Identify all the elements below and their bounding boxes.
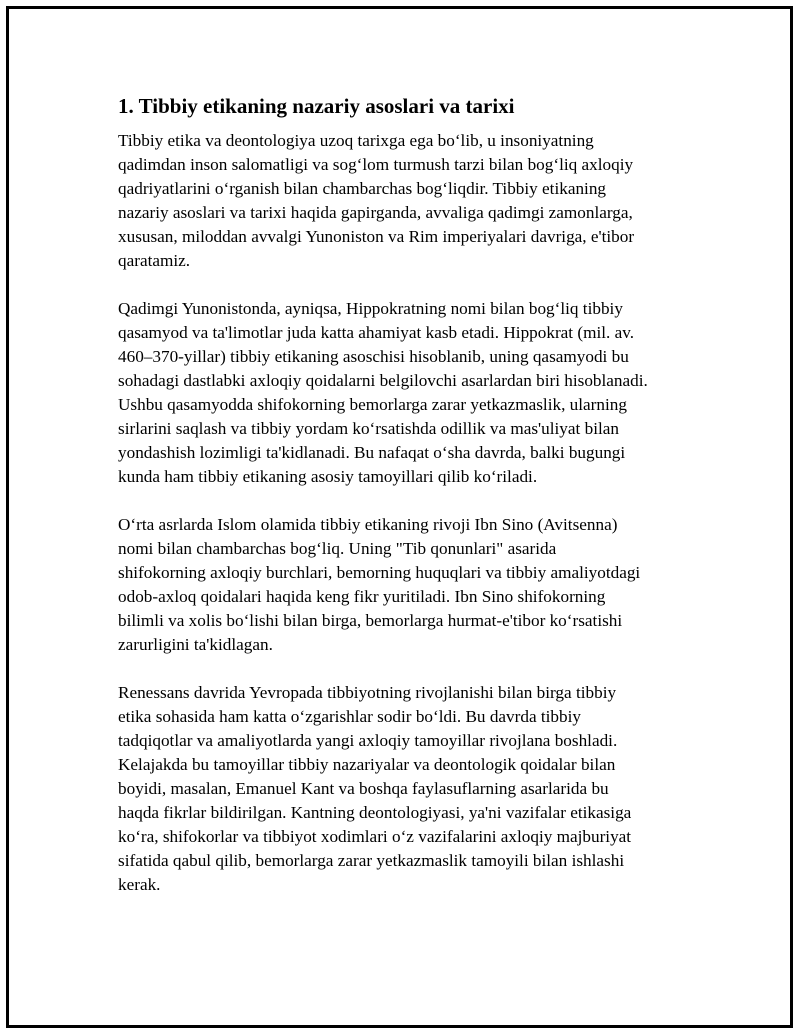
text-line: boyidi, masalan, Emanuel Kant va boshqa faylasuflarning asarlarida bu [118, 779, 609, 798]
text-line: yondashish lozimligi ta'kidlanadi. Bu nafaqat o‘sha davrda, balki bugungi [118, 443, 626, 462]
text-line: nazariy asoslari va tarixi haqida gapirganda, avvaliga qadimgi zamonlarga, [118, 203, 633, 222]
text-line: odob-axloq qoidalari haqida keng fikr yuritiladi. Ibn Sino shifokorning [118, 587, 606, 606]
text-line: kunda ham tibbiy etikaning asosiy tamoyillari qilib ko‘riladi. [118, 467, 538, 486]
text-line: O‘rta asrlarda Islom olamida tibbiy etikaning rivoji Ibn Sino (Avitsenna) [118, 515, 618, 534]
text-line: shifokorning axloqiy burchlari, bemorning huquqlari va tibbiy amaliyotdagi [118, 563, 641, 582]
paragraph-renaissance [118, 681, 708, 897]
text-line: etika sohasida ham katta o‘zgarishlar sodir bo‘ldi. Bu davrda tibbiy [118, 707, 581, 726]
text-line: bilimli va xolis bo‘lishi bilan birga, bemorlarga hurmat-e'tibor ko‘rsatishi [118, 611, 623, 630]
text-line: ko‘ra, shifokorlar va tibbiyot xodimlari o‘z vazifalarini axloqiy majburiyat [118, 827, 632, 846]
text-line: tadqiqotlar va amaliyotlarda yangi axloqiy tamoyillar rivojlana boshladi. [118, 731, 618, 750]
paragraph-ibn-sino [118, 513, 708, 657]
text-line: haqda fikrlar bildirilgan. Kantning deontologiyasi, ya'ni vazifalar etikasiga [118, 803, 632, 822]
text-line: sifatida qabul qilib, bemorlarga zarar yetkazmaslik tamoyili bilan ishlashi [118, 851, 625, 870]
text-line: sohadagi dastlabki axloqiy qoidalarni belgilovchi asarlardan biri hisoblanadi. [118, 371, 648, 390]
paragraph-hippocrates [118, 297, 708, 489]
text-line: qaratamiz. [118, 251, 191, 270]
document-body [118, 92, 708, 921]
text-line: qadimdan inson salomatligi va sog‘lom turmush tarzi bilan bog‘liq axloqiy [118, 155, 634, 174]
text-line: xususan, miloddan avvalgi Yunoniston va Rim imperiyalari davriga, e'tibor [118, 227, 635, 246]
text-line: zarurligini ta'kidlagan. [118, 635, 273, 654]
text-line: Tibbiy etika va deontologiya uzoq tarixga ega bo‘lib, u insoniyatning [118, 131, 594, 150]
text-line: qadriyatlarini o‘rganish bilan chambarchas bog‘liqdir. Tibbiy etikaning [118, 179, 607, 198]
text-line: Qadimgi Yunonistonda, ayniqsa, Hippokratning nomi bilan bog‘liq tibbiy [118, 299, 623, 318]
text-line: Kelajakda bu tamoyillar tibbiy nazariyalar va deontologik qoidalar bilan [118, 755, 616, 774]
text-line: qasamyod va ta'limotlar juda katta ahamiyat kasb etadi. Hippokrat (mil. av. [118, 323, 635, 342]
paragraph-ancient-history [118, 129, 708, 273]
text-line: Renessans davrida Yevropada tibbiyotning rivojlanishi bilan birga tibbiy [118, 683, 617, 702]
text-line: 460–370-yillar) tibbiy etikaning asoschisi hisoblanib, uning qasamyodi bu [118, 347, 629, 366]
text-line: Ushbu qasamyodda shifokorning bemorlarga zarar yetkazmaslik, ularning [118, 395, 627, 414]
text-line: kerak. [118, 875, 161, 894]
text-line: sirlarini saqlash va tibbiy yordam ko‘rsatishda odillik va mas'uliyat bilan [118, 419, 619, 438]
text-line: nomi bilan chambarchas bog‘liq. Uning "Tib qonunlari" asarida [118, 539, 557, 558]
section-title: 1. Tibbiy etikaning nazariy asoslari va tarixi [118, 94, 515, 118]
